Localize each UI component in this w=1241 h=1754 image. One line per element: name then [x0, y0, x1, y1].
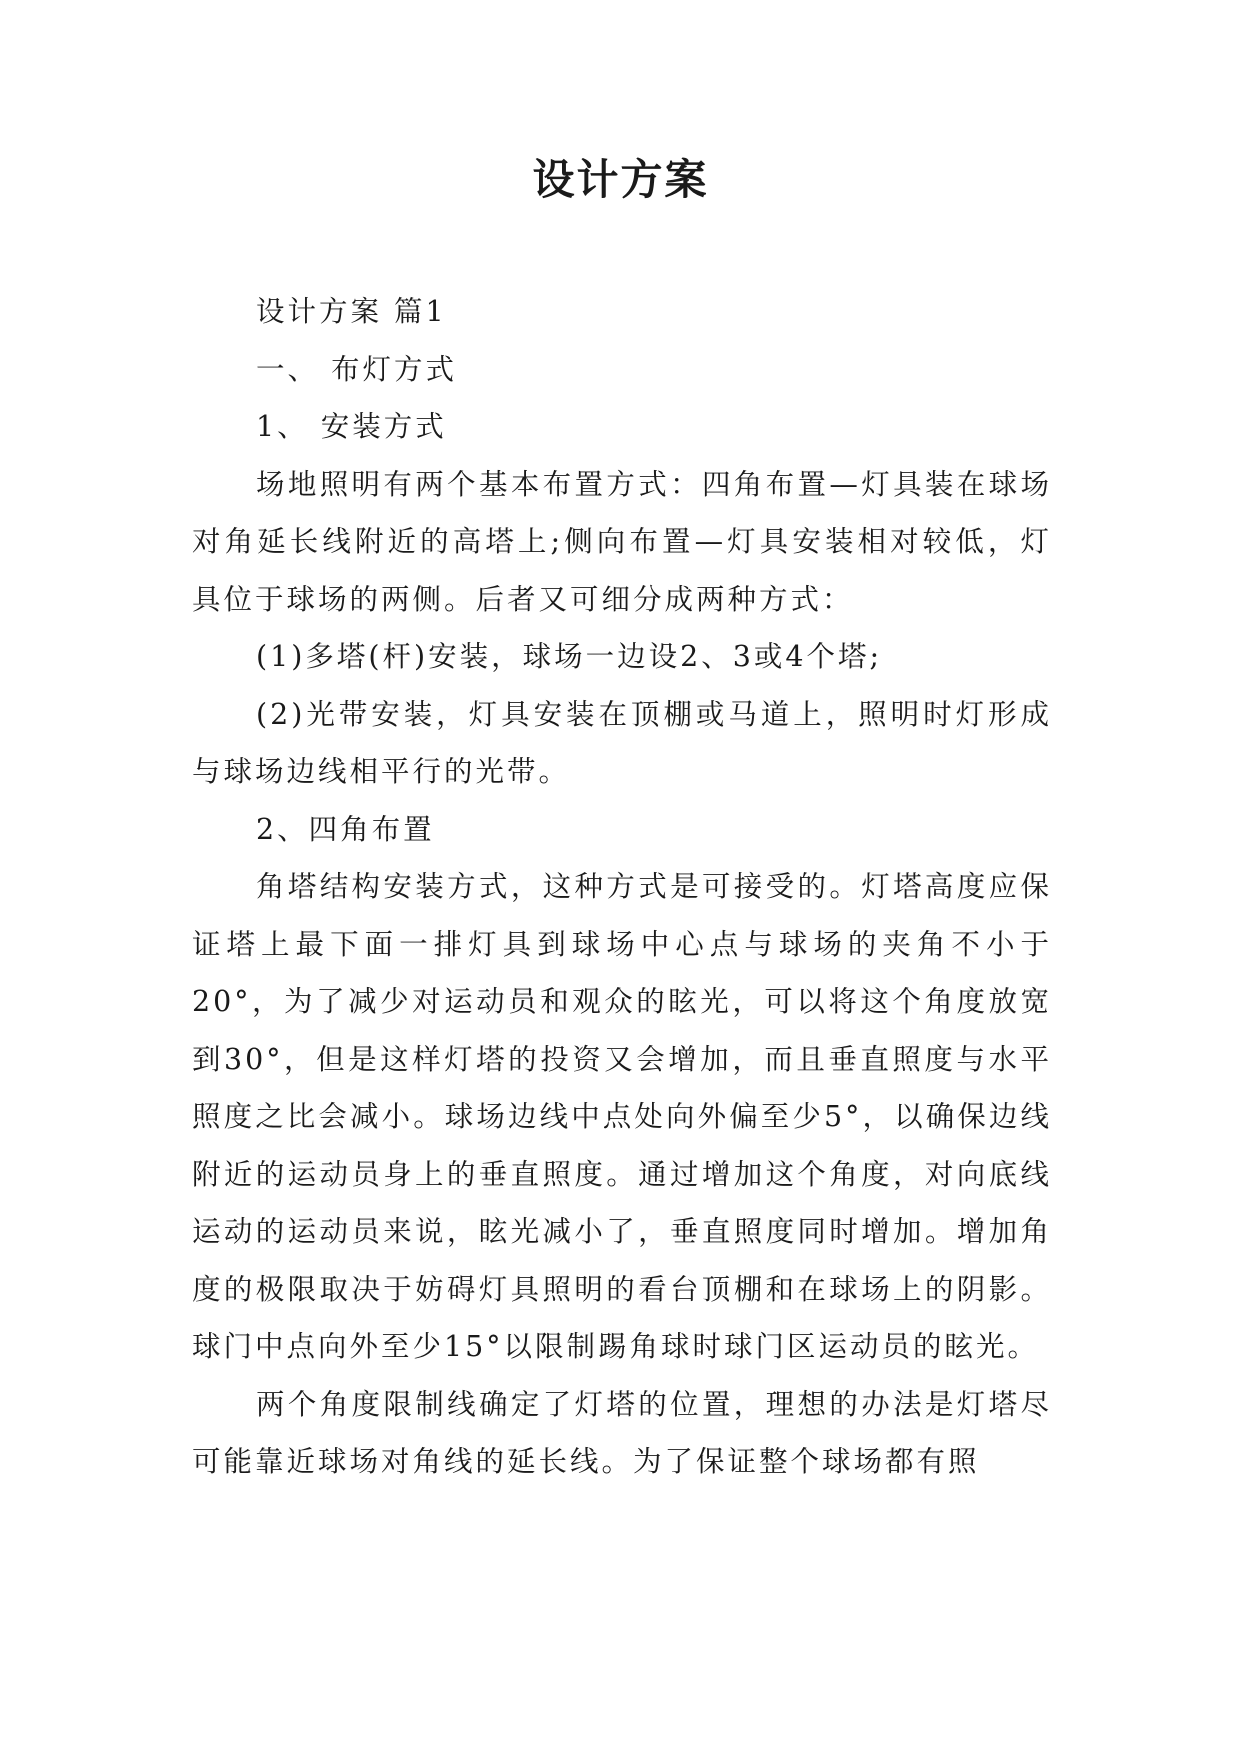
- document-title: 设计方案: [532, 155, 709, 204]
- body-paragraph: 角塔结构安装方式，这种方式是可接受的。灯塔高度应保证塔上最下面一排灯具到球场中心点与球场的夹角不小于20°，为了减少对运动员和观众的眩光，可以将这个角度放宽到30°，但是这样灯塔的投资又会增加，而且垂直照度与水平照度之比会减小。球场边线中点处向外偏至少5°，以确保边线附近的运动员身上的垂直照度。通过增加这个角度，对向底线运动的运动员来说，眩光减小了，垂直照度同时增加。增加角度的极限取决于妨碍灯具照明的看台顶棚和在球场上的阴影。球门中点向外至少15°以限制踢角球时球门区运动员的眩光。: [192, 870, 1052, 1363]
- subsection-heading: 2、四角布置: [256, 812, 435, 846]
- subsection-heading: 1、 安装方式: [256, 410, 447, 443]
- section-heading: 设计方案 篇1: [256, 295, 447, 328]
- list-item: (1)多塔(杆)安装，球场一边设2、3或4个塔;: [256, 640, 883, 673]
- body-paragraph: 两个角度限制线确定了灯塔的位置，理想的办法是灯塔尽可能靠近球场对角线的延长线。为了保证整个球场都有照: [192, 1387, 1052, 1478]
- document-body: [192, 283, 1052, 1491]
- list-item: (2)光带安装，灯具安装在顶棚或马道上，照明时灯形成与球场边线相平行的光带。: [192, 697, 1052, 788]
- subsection-heading: 一、 布灯方式: [256, 352, 458, 386]
- body-paragraph: 场地照明有两个基本布置方式：四角布置—灯具装在球场对角延长线附近的高塔上;侧向布置—灯具安装相对较低，灯具位于球场的两侧。后者又可细分成两种方式：: [192, 467, 1052, 616]
